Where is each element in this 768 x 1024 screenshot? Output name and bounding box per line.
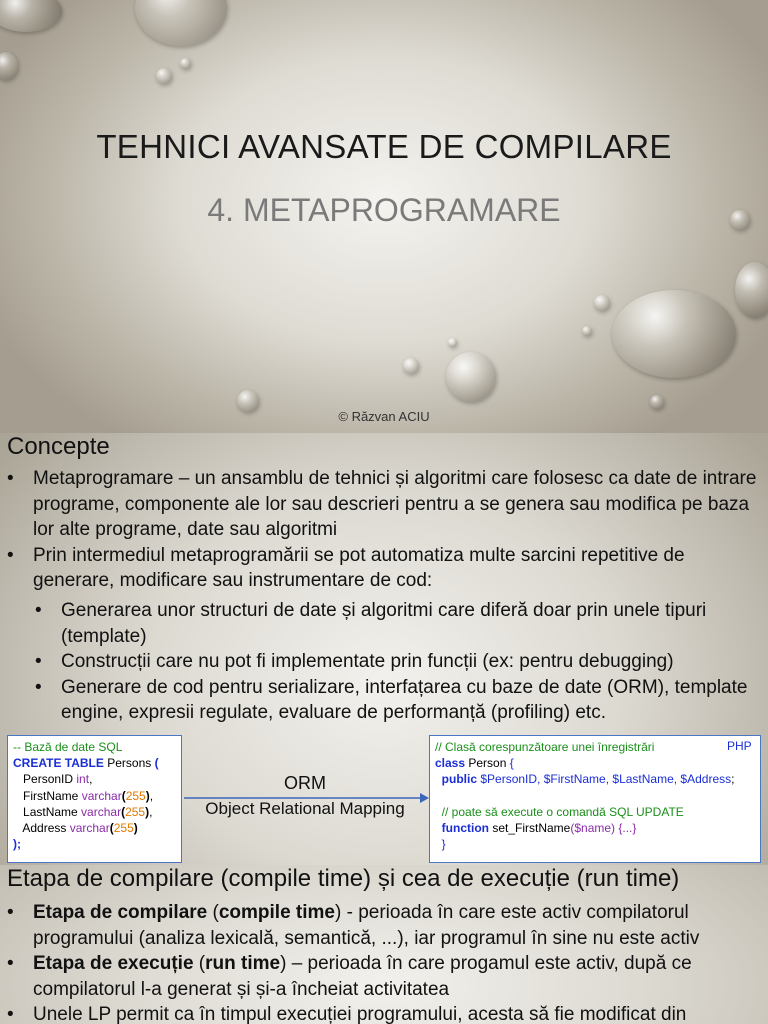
sql-code-box: -- Bază de date SQL CREATE TABLE Persons ( PersonID int, FirstName varchar(255), LastName varchar(255), Address varchar(255) ); [7, 735, 182, 863]
code-identifier: Persons [103, 756, 155, 771]
code-keyword: class [435, 756, 466, 771]
code-punct: ); [13, 837, 21, 852]
subtitle-number: 4. [207, 192, 235, 228]
code-punct: } [441, 837, 446, 852]
bold-term: Etapa de compilare [33, 902, 208, 923]
code-number: 255 [125, 804, 146, 819]
php-language-tag: PHP [727, 739, 752, 753]
water-drop [650, 395, 664, 409]
title-slide [0, 0, 768, 433]
code-punct: ( [154, 756, 159, 771]
code-identifier: $PersonID, $FirstName, $LastName, $Address [477, 772, 732, 787]
code-punct: { [509, 756, 514, 771]
presentation-subtitle [0, 192, 768, 229]
text: ) - perioada în care este activ compilatorul programului (analiza lexicală, semantică, ...), iar programul în sine nu este activ [33, 902, 700, 949]
code-number: 255 [125, 788, 146, 803]
orm-label: ORM [284, 773, 326, 793]
slide-heading: Concepte [7, 433, 110, 460]
water-drop [612, 290, 736, 378]
code-identifier: LastName [23, 804, 82, 819]
bullet-item [33, 951, 761, 1002]
code-type: varchar [81, 804, 122, 819]
water-drop [180, 58, 191, 69]
text: ( [207, 902, 219, 923]
slide-heading: Etapa de compilare (compile time) și cea de execuție (run time) [7, 865, 680, 892]
code-identifier: Address [22, 821, 70, 836]
bullet-item: • Prin intermediul metaprogramării se pot automatiza multe sarcini repetitive de generare, modificare sau instrumentare de cod: [33, 543, 761, 594]
php-code-box: // Clasă corespunzătoare unei înregistrări class Person { public $PersonID, $FirstName, $LastName, $Address; // poate să execute o comandă SQL UPDATE function set_FirstName($name) {...} } [429, 735, 761, 863]
water-drop [156, 68, 172, 84]
code-identifier: Person [465, 756, 510, 771]
bullet-list [33, 900, 761, 1024]
bullet-item [33, 900, 761, 951]
code-type: varchar [69, 821, 110, 836]
bullet-list [33, 466, 761, 594]
code-type: varchar [81, 788, 122, 803]
presentation-title: TEHNICI AVANSATE DE COMPILARE [96, 128, 672, 165]
water-drop [735, 262, 768, 318]
text: ( [193, 953, 206, 974]
bullet-item: • Metaprogramare – un ansamblu de tehnici și algoritmi care folosesc ca date de intrare programe, componente ale lor sau descrieri pentru a se genera sau modifica pe baza lor alte programe, date sau algoritmi [33, 466, 761, 543]
water-drop [446, 352, 496, 402]
code-keyword: function [441, 821, 489, 836]
water-drop [0, 0, 62, 32]
code-number: 255 [113, 821, 134, 836]
code-comment: // Clasă corespunzătoare unei înregistrări [435, 740, 655, 754]
compile-runtime-slide [0, 865, 768, 1024]
water-drop [448, 338, 457, 347]
water-drop [0, 52, 18, 80]
code-identifier: PersonID [23, 772, 77, 787]
bold-term: run time [205, 953, 281, 974]
bold-term: compile time [218, 902, 335, 923]
water-drop [594, 295, 610, 311]
text: ) – perioada în care progamul este activ, după ce compilatorul l-a generat și și-a încheiat activitatea [33, 953, 692, 1000]
code-type: int [76, 772, 90, 787]
subtitle-text: METAPROGRAMARE [242, 192, 561, 228]
water-drop [582, 326, 592, 336]
sub-bullet-list [61, 598, 761, 726]
code-comment: -- Bază de date SQL [13, 740, 123, 754]
code-keyword: CREATE TABLE [13, 756, 104, 771]
bullet-item: • Unele LP permit ca în timpul execuției programului, acesta să fie modificat din [33, 1002, 761, 1024]
sub-bullet-item: • Construcții care nu pot fi implementate prin funcții (ex: pentru debugging) [61, 649, 761, 675]
code-identifier: set_FirstName [489, 821, 571, 836]
code-identifier: FirstName [23, 788, 82, 803]
code-comment: // poate să execute o comandă SQL UPDATE [441, 804, 684, 819]
sub-bullet-item: • Generare de cod pentru serializare, interfațarea cu baze de date (ORM), template engine, expresii regulate, evaluare de performanță (profiling) etc. [61, 675, 761, 726]
author-credit: © Răzvan ACIU [338, 409, 430, 424]
water-drop [135, 0, 227, 46]
code-keyword: public [441, 772, 478, 787]
orm-full-label: Object Relational Mapping [205, 799, 405, 818]
water-drop [403, 358, 419, 374]
sub-bullet-item: • Generarea unor structuri de date și algoritmi care diferă doar prin unele tipuri (template) [61, 598, 761, 649]
bold-term: Etapa de execuție [33, 953, 194, 974]
code-args: ($name) {...} [570, 821, 637, 836]
